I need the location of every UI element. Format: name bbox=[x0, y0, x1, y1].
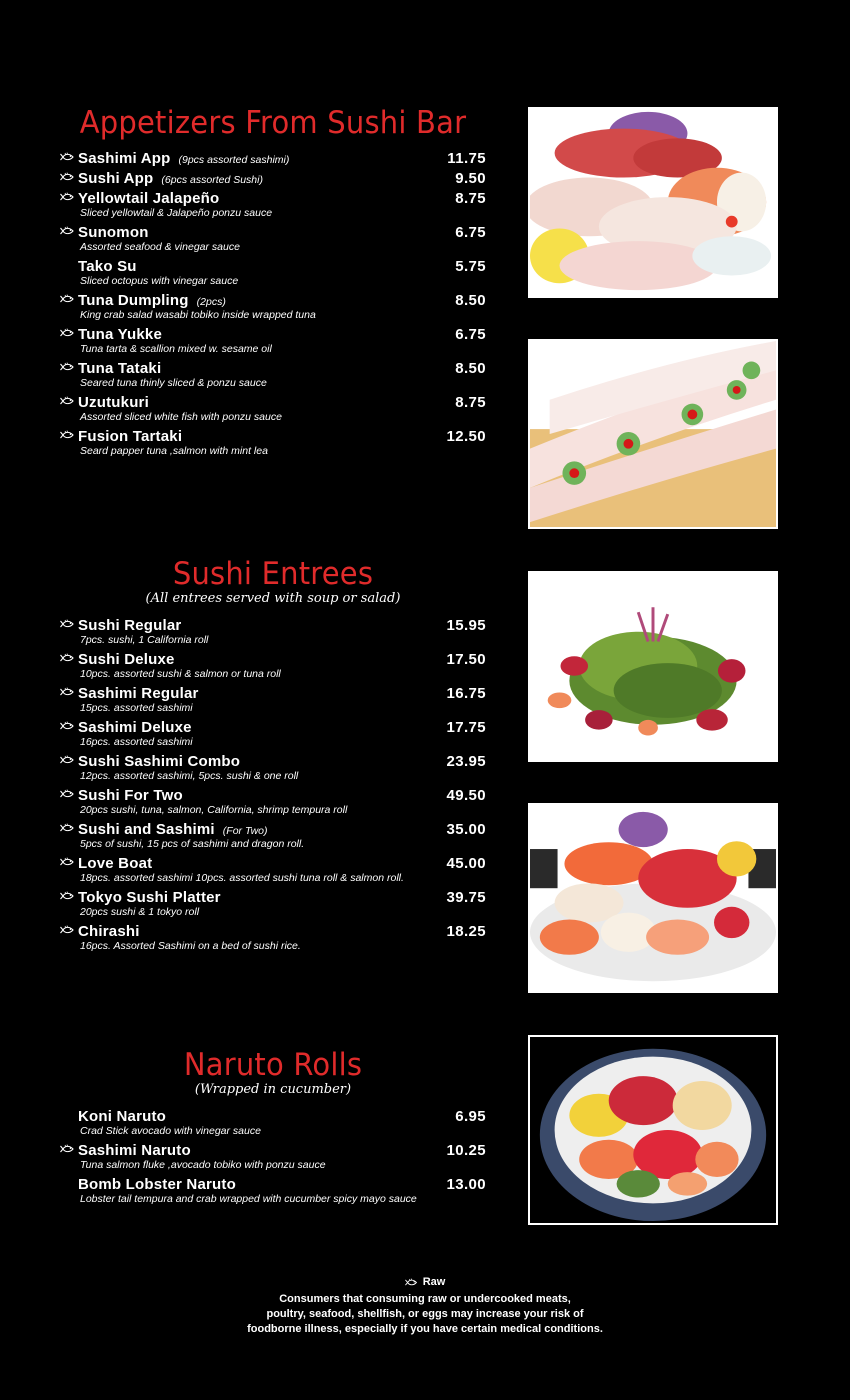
menu-item bbox=[60, 651, 486, 685]
section-title: Naruto Rolls bbox=[183, 1045, 363, 1083]
item-price: 8.50 bbox=[455, 360, 486, 377]
section-subtitle: (Wrapped in cucumber) bbox=[194, 1082, 352, 1097]
item-name-text: Bomb Lobster Naruto bbox=[78, 1176, 236, 1193]
item-price: 6.75 bbox=[455, 326, 486, 343]
item-price: 5.75 bbox=[455, 258, 486, 275]
item-description: Assorted sliced white fish with ponzu sauce bbox=[80, 411, 282, 423]
section-title: Appetizers From Sushi Bar bbox=[79, 103, 467, 141]
fish-icon bbox=[60, 653, 76, 663]
item-name-text: Sushi Sashimi Combo bbox=[78, 753, 241, 770]
item-name bbox=[78, 617, 181, 634]
item-description: 10pcs. assorted sushi & salmon or tuna roll bbox=[80, 668, 281, 680]
fish-icon bbox=[60, 857, 76, 867]
item-price: 8.50 bbox=[455, 292, 486, 309]
item-description: Sliced yellowtail & Jalapeño ponzu sauce bbox=[80, 207, 273, 219]
item-description: Assorted seafood & vinegar sauce bbox=[80, 241, 240, 253]
menu-item bbox=[60, 1176, 486, 1210]
item-description: 16pcs. Assorted Sashimi on a bed of sushi rice. bbox=[80, 940, 301, 952]
item-note: (9pcs assorted sashimi) bbox=[178, 154, 290, 166]
item-name bbox=[78, 889, 221, 906]
item-name bbox=[78, 923, 140, 940]
item-note: (For Two) bbox=[222, 825, 268, 837]
item-name bbox=[78, 170, 263, 189]
menu-item bbox=[60, 753, 486, 787]
item-name bbox=[78, 224, 149, 241]
fish-icon bbox=[405, 1278, 419, 1287]
menu-item bbox=[60, 855, 486, 889]
item-price: 35.00 bbox=[446, 821, 486, 838]
raw-legend bbox=[405, 1275, 446, 1290]
raw-disclaimer bbox=[200, 1275, 650, 1337]
item-name bbox=[78, 719, 192, 736]
item-name bbox=[78, 258, 137, 275]
item-description: Tuna salmon fluke ,avocado tobiko with ponzu sauce bbox=[80, 1159, 326, 1171]
fish-icon bbox=[60, 755, 76, 765]
sushi-combo-photo bbox=[528, 803, 778, 993]
item-name-text: Sushi App bbox=[78, 170, 154, 187]
section-title: Sushi Entrees bbox=[172, 554, 374, 592]
fish-icon bbox=[60, 430, 76, 440]
item-note: (6pcs assorted Sushi) bbox=[161, 174, 263, 186]
item-description: Sliced octopus with vinegar sauce bbox=[80, 275, 239, 287]
menu-item bbox=[60, 258, 486, 292]
item-price: 9.50 bbox=[455, 170, 486, 187]
item-description: Crad Stick avocado with vinegar sauce bbox=[80, 1125, 261, 1137]
item-name bbox=[78, 787, 183, 804]
sashimi-platter-photo bbox=[528, 107, 778, 298]
fish-icon bbox=[60, 789, 76, 799]
item-price: 6.75 bbox=[455, 224, 486, 241]
menu-item bbox=[60, 719, 486, 753]
item-description: 5pcs of sushi, 15 pcs of sashimi and dragon roll. bbox=[80, 838, 305, 850]
item-price: 11.75 bbox=[447, 150, 486, 167]
item-description: 16pcs. assorted sashimi bbox=[80, 736, 193, 748]
item-description: 12pcs. assorted sashimi, 5pcs. sushi & one roll bbox=[80, 770, 299, 782]
fish-icon bbox=[60, 619, 76, 629]
item-price: 23.95 bbox=[446, 753, 486, 770]
item-note: (2pcs) bbox=[196, 296, 226, 308]
item-price: 49.50 bbox=[446, 787, 486, 804]
item-price: 16.75 bbox=[446, 685, 486, 702]
item-description: 20pcs sushi & 1 tokyo roll bbox=[80, 906, 200, 918]
item-description: Seard papper tuna ,salmon with mint lea bbox=[80, 445, 268, 457]
item-description: 20pcs sushi, tuna, salmon, California, shrimp tempura roll bbox=[80, 804, 348, 816]
item-price: 17.50 bbox=[446, 651, 486, 668]
appetizers-section bbox=[60, 104, 486, 462]
item-name-text: Sashimi Deluxe bbox=[78, 719, 192, 736]
menu-item bbox=[60, 394, 486, 428]
item-name bbox=[78, 685, 199, 702]
item-name-text: Tako Su bbox=[78, 258, 137, 275]
item-name-text: Sashimi Naruto bbox=[78, 1142, 191, 1159]
menu-item bbox=[60, 617, 486, 651]
item-name bbox=[78, 394, 149, 411]
item-description: 7pcs. sushi, 1 California roll bbox=[80, 634, 209, 646]
fish-icon bbox=[60, 1144, 76, 1154]
item-price: 15.95 bbox=[446, 617, 486, 634]
item-description: Tuna tarta & scallion mixed w. sesame oil bbox=[80, 343, 272, 355]
item-name-text: Sushi and Sashimi bbox=[78, 821, 215, 838]
menu-item bbox=[60, 224, 486, 258]
section-subtitle: (All entrees served with soup or salad) bbox=[145, 591, 401, 606]
item-price: 6.95 bbox=[455, 1108, 486, 1125]
disclaimer-line: poultry, seafood, shellfish, or eggs may increase your risk of bbox=[266, 1308, 584, 1320]
yellowtail-jalapeno-photo bbox=[528, 339, 778, 529]
item-name bbox=[78, 1142, 191, 1159]
item-name-text: Sashimi Regular bbox=[78, 685, 199, 702]
menu-item bbox=[60, 292, 486, 326]
item-description: 18pcs. assorted sashimi 10pcs. assorted sushi tuna roll & salmon roll. bbox=[80, 872, 404, 884]
item-price: 18.25 bbox=[446, 923, 486, 940]
menu-item bbox=[60, 170, 486, 190]
item-name-text: Sashimi App bbox=[78, 150, 171, 167]
item-name bbox=[78, 360, 161, 377]
item-name-text: Tuna Yukke bbox=[78, 326, 162, 343]
item-name bbox=[78, 651, 175, 668]
item-price: 17.75 bbox=[446, 719, 486, 736]
fish-icon bbox=[60, 172, 76, 182]
item-name-text: Love Boat bbox=[78, 855, 153, 872]
item-name bbox=[78, 428, 182, 445]
raw-legend-label: Raw bbox=[422, 1276, 446, 1288]
fish-icon bbox=[60, 396, 76, 406]
fish-icon bbox=[60, 891, 76, 901]
item-name-text: Yellowtail Jalapeño bbox=[78, 190, 220, 207]
item-price: 8.75 bbox=[455, 190, 486, 207]
item-name bbox=[78, 1176, 236, 1193]
item-name-text: Fusion Tartaki bbox=[78, 428, 183, 445]
tuna-salad-photo bbox=[528, 571, 778, 762]
chirashi-bowl-photo bbox=[528, 1035, 778, 1225]
item-name bbox=[78, 190, 219, 207]
item-name bbox=[78, 753, 240, 770]
menu-item bbox=[60, 360, 486, 394]
menu-list bbox=[60, 150, 486, 462]
menu-item bbox=[60, 787, 486, 821]
item-name bbox=[78, 326, 162, 343]
fish-icon bbox=[60, 328, 76, 338]
menu-item bbox=[60, 1108, 486, 1142]
item-name bbox=[78, 150, 289, 169]
menu-list bbox=[60, 1108, 486, 1210]
menu-item bbox=[60, 821, 486, 855]
fish-icon bbox=[60, 925, 76, 935]
item-name-text: Sunomon bbox=[78, 224, 149, 241]
item-name-text: Uzutukuri bbox=[78, 394, 149, 411]
fish-icon bbox=[60, 294, 76, 304]
fish-icon bbox=[60, 721, 76, 731]
fish-icon bbox=[60, 362, 76, 372]
menu-item bbox=[60, 326, 486, 360]
item-price: 8.75 bbox=[455, 394, 486, 411]
menu-item bbox=[60, 685, 486, 719]
menu-item bbox=[60, 428, 486, 462]
fish-icon bbox=[60, 823, 76, 833]
item-price: 10.25 bbox=[446, 1142, 486, 1159]
item-name-text: Tuna Dumpling bbox=[78, 292, 189, 309]
item-description: Lobster tail tempura and crab wrapped with cucumber spicy mayo sauce bbox=[80, 1193, 417, 1205]
item-description: Seared tuna thinly sliced & ponzu sauce bbox=[80, 377, 267, 389]
menu-item bbox=[60, 150, 486, 170]
fish-icon bbox=[60, 152, 76, 162]
item-name-text: Chirashi bbox=[78, 923, 140, 940]
item-name bbox=[78, 855, 152, 872]
naruto-section bbox=[60, 1046, 486, 1210]
item-price: 13.00 bbox=[446, 1176, 486, 1193]
item-name-text: Koni Naruto bbox=[78, 1108, 167, 1125]
item-name-text: Tokyo Sushi Platter bbox=[78, 889, 221, 906]
entrees-section bbox=[60, 555, 486, 957]
menu-list bbox=[60, 617, 486, 957]
item-name bbox=[78, 1108, 166, 1125]
item-name-text: Sushi Deluxe bbox=[78, 651, 175, 668]
item-name-text: Sushi For Two bbox=[78, 787, 183, 804]
disclaimer-line: foodborne illness, especially if you have certain medical conditions. bbox=[247, 1323, 603, 1335]
item-description: King crab salad wasabi tobiko inside wrapped tuna bbox=[80, 309, 316, 321]
item-description: 15pcs. assorted sashimi bbox=[80, 702, 193, 714]
item-price: 39.75 bbox=[446, 889, 486, 906]
menu-item bbox=[60, 923, 486, 957]
menu-item bbox=[60, 889, 486, 923]
disclaimer-line: Consumers that consuming raw or undercooked meats, bbox=[279, 1293, 571, 1305]
item-name-text: Tuna Tataki bbox=[78, 360, 162, 377]
item-price: 12.50 bbox=[446, 428, 486, 445]
fish-icon bbox=[60, 687, 76, 697]
item-name-text: Sushi Regular bbox=[78, 617, 182, 634]
fish-icon bbox=[60, 192, 76, 202]
menu-item bbox=[60, 190, 486, 224]
item-price: 45.00 bbox=[446, 855, 486, 872]
fish-icon bbox=[60, 226, 76, 236]
menu-item bbox=[60, 1142, 486, 1176]
